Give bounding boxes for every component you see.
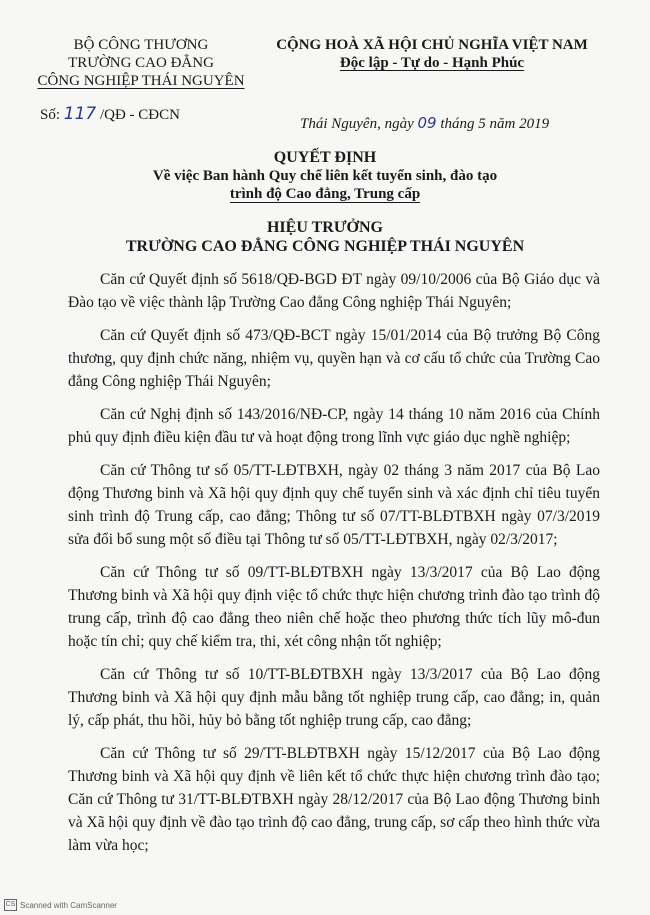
school-name-line2: CÔNG NGHIỆP THÁI NGUYÊN	[37, 73, 245, 89]
issuer-title: HIỆU TRƯỞNG	[266, 219, 383, 236]
paragraph: Căn cứ Thông tư số 29/TT-BLĐTBXH ngày 15/12/2017 của Bộ Lao động Thương binh và Xã hội quy định về liên kết tổ chức thực hiện chương trình đào tạo; Căn cứ Thông tư 31/TT-BLĐTBXH ngày 28/12/2017 của Bộ Lao động Thương binh và Xã hội quy định về đào tạo trình độ cao đẳng, trung cấp, sơ cấp theo hình thức vừa làm vừa học;	[68, 745, 600, 854]
decision-subject-line2-text: trình độ Cao đẳng, Trung cấp	[229, 186, 421, 202]
national-motto-block	[262, 36, 602, 72]
date-suffix: tháng 5 năm 2019	[440, 116, 550, 132]
date-line	[300, 114, 549, 133]
school-name-line1: TRƯỜNG CAO ĐẲNG	[68, 55, 214, 71]
decision-subject-line1: Về việc Ban hành Quy chế liên kết tuyển sinh, đào tạo	[152, 168, 498, 184]
ministry-name: BỘ CÔNG THƯƠNG	[73, 37, 209, 53]
decision-subject-line2	[0, 186, 650, 203]
paragraph: Căn cứ Nghị định số 143/2016/NĐ-CP, ngày 14 tháng 10 năm 2016 của Chính phủ quy định điều kiện đầu tư và hoạt động trong lĩnh vực giáo dục nghề nghiệp;	[68, 406, 600, 446]
doc-number-prefix: Số:	[40, 107, 61, 123]
scanner-watermark	[4, 899, 117, 911]
date-day-handwritten: 09	[417, 114, 437, 132]
paragraph: Căn cứ Quyết định số 5618/QĐ-BGD ĐT ngày 09/10/2006 của Bộ Giáo dục và Đào tạo về việc thành lập Trường Cao đẳng Công nghiệp Thái Nguyên;	[68, 271, 600, 311]
camscanner-logo-icon: CS	[4, 899, 17, 911]
motto: Độc lập - Tự do - Hạnh Phúc	[339, 55, 525, 71]
watermark-text: Scanned with CamScanner	[20, 900, 117, 910]
issuing-agency-block	[26, 36, 256, 90]
date-prefix: Thái Nguyên, ngày	[300, 116, 414, 132]
paragraph: Căn cứ Thông tư số 10/TT-BLĐTBXH ngày 13/3/2017 của Bộ Lao động Thương binh và Xã hội quy định mẫu bằng tốt nghiệp trung cấp, cao đẳng; in, quản lý, cấp phát, thu hồi, hủy bỏ bằng tốt nghiệp trung cấp, cao đẳng;	[68, 666, 600, 729]
document-body	[68, 268, 600, 867]
paragraph: Căn cứ Thông tư số 05/TT-LĐTBXH, ngày 02 tháng 3 năm 2017 của Bộ Lao động Thương binh và Xã hội quy định quy chế tuyển sinh và xác định chỉ tiêu tuyển sinh trình độ Trung cấp, cao đẳng; Thông tư số 07/TT-BLĐTBXH ngày 07/3/2019 sửa đổi bổ sung một số điều tại Thông tư số 05/TT-LĐTBXH, ngày 02/3/2017;	[68, 462, 600, 548]
paragraph: Căn cứ Quyết định số 473/QĐ-BCT ngày 15/01/2014 của Bộ trưởng Bộ Công thương, quy định chức năng, nhiệm vụ, quyền hạn và cơ cấu tổ chức của Trường Cao đẳng Công nghiệp Thái Nguyên;	[68, 327, 600, 390]
paragraph: Căn cứ Thông tư số 09/TT-BLĐTBXH ngày 13/3/2017 của Bộ Lao động Thương binh và Xã hội quy định việc tổ chức thực hiện chương trình đào tạo trình độ trung cấp, trình độ cao đẳng theo niên chế hoặc theo phương thức tích lũy mô-đun hoặc tín chỉ; quy chế kiểm tra, thi, xét công nhận tốt nghiệp;	[68, 564, 600, 650]
issuer-school: TRƯỜNG CAO ĐẲNG CÔNG NGHIỆP THÁI NGUYÊN	[125, 238, 525, 255]
document-number	[40, 104, 180, 124]
decision-title: QUYẾT ĐỊNH	[273, 149, 377, 166]
country-name: CỘNG HOÀ XÃ HỘI CHỦ NGHĨA VIỆT NAM	[276, 37, 588, 53]
doc-number-suffix: /QĐ - CĐCN	[99, 107, 180, 123]
doc-number-handwritten: 117	[63, 104, 97, 124]
